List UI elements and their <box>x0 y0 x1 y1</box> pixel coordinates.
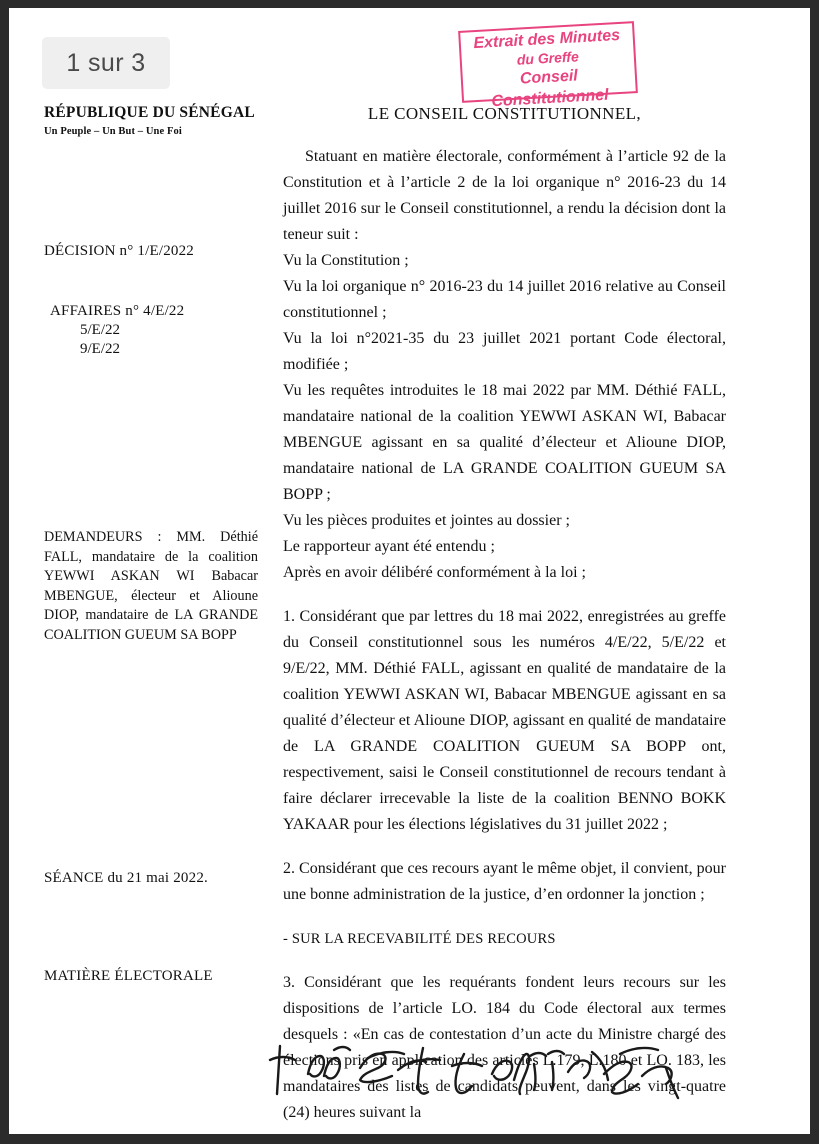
page-edge-left <box>0 0 9 1144</box>
session-date: SÉANCE du 21 mai 2022. <box>44 870 208 886</box>
vu-line-1: Vu la Constitution ; <box>283 252 409 269</box>
court-registry-stamp <box>458 21 638 111</box>
vu-line-6: Le rapporteur ayant été entendu ; <box>283 538 495 555</box>
page-edge-right <box>810 0 819 1144</box>
page-indicator: 1 sur 3 <box>42 37 170 89</box>
considerant-3: 3. Considérant que les requérants fondent leurs recours sur les dispositions de l’article LO. 184 du Code électoral aux termes desquels : «En cas de contestation d’un acte du Ministre chargé des élections pris en application des articles L.179, L.180 et LO. 183, les mandataires des listes de candidats peuvent, dans les vingt-quatre (24) heures suivant la <box>283 974 726 1121</box>
case-number-2: 5/E/22 <box>80 322 120 338</box>
document-left-column <box>44 104 266 137</box>
subject-matter: MATIÈRE ÉLECTORALE <box>44 968 213 984</box>
vu-line-7: Après en avoir délibéré conformément à la loi ; <box>283 564 586 581</box>
case-number-3: 9/E/22 <box>80 341 120 357</box>
stamp-line-2: du Greffe <box>516 48 580 68</box>
case-number-1: AFFAIRES n° 4/E/22 <box>50 303 185 319</box>
handwritten-signature <box>268 1040 728 1112</box>
vu-line-3: Vu la loi n°2021-35 du 23 juillet 2021 portant Code électoral, modifiée ; <box>283 330 726 373</box>
intro-paragraph: Statuant en matière électorale, conformément à l’article 92 de la Constitution et à l’article 2 de la loi organique n° 2016-23 du 14 juillet 2016 sur le Conseil constitutionnel, a rendu la décision dont la teneur suit : <box>283 148 726 243</box>
considerant-1: 1. Considérant que par lettres du 18 mai 2022, enregistrées au greffe du Conseil constitutionnel sous les numéros 4/E/22, 5/E/22 et 9/E/22, MM. Déthié FALL, agissant en qualité de mandataire de la coalition YEWWI ASKAN WI, Babacar MBENGUE agissant en sa qualité d’électeur et Alioune DIOP, agissant en qualité de mandataire de LA GRANDE COALITION GUEUM SA BOPP ont, respectivement, saisi le Conseil constitutionnel de recours tendant à faire déclarer irrecevable la liste de la coalition BENNO BOKK YAKAAR pour les élections législatives du 31 juillet 2022 ; <box>283 608 726 833</box>
republic-heading: RÉPUBLIQUE DU SÉNÉGAL <box>44 104 255 121</box>
vu-line-5: Vu les pièces produites et jointes au dossier ; <box>283 512 570 529</box>
section-heading-recevabilite: - SUR LA RECEVABILITÉ DES RECOURS <box>283 931 556 947</box>
page-edge-top <box>0 0 819 8</box>
document-body-column <box>283 104 726 1126</box>
stamp-line-1: Extrait des Minutes <box>473 26 621 53</box>
vu-line-2: Vu la loi organique n° 2016-23 du 14 juillet 2016 relative au Conseil constitutionnel ; <box>283 278 726 321</box>
plaintiffs-block: DEMANDEURS : MM. Déthié FALL, mandataire de la coalition YEWWI ASKAN WI Babacar MBENGUE, électeur et Alioune DIOP, mandataire de LA GRANDE COALITION GUEUM SA BOPP <box>44 529 258 643</box>
stamp-line-3: Conseil Constitutionnel <box>490 67 610 111</box>
vu-line-4: Vu les requêtes introduites le 18 mai 2022 par MM. Déthié FALL, mandataire national de la coalition YEWWI ASKAN WI, Babacar MBENGUE agissant en sa qualité d’électeur et Alioune DIOP, mandataire national de LA GRANDE COALITION GUEUM SA BOPP ; <box>283 382 726 503</box>
council-title: LE CONSEIL CONSTITUTIONNEL, <box>367 104 642 123</box>
national-motto: Un Peuple – Un But – Une Foi <box>44 126 182 137</box>
considerant-2: 2. Considérant que ces recours ayant le même objet, il convient, pour une bonne administration de la justice, d’en ordonner la jonction ; <box>283 860 726 903</box>
page-edge-bottom <box>0 1134 819 1144</box>
decision-number: DÉCISION n° 1/E/2022 <box>44 243 194 259</box>
